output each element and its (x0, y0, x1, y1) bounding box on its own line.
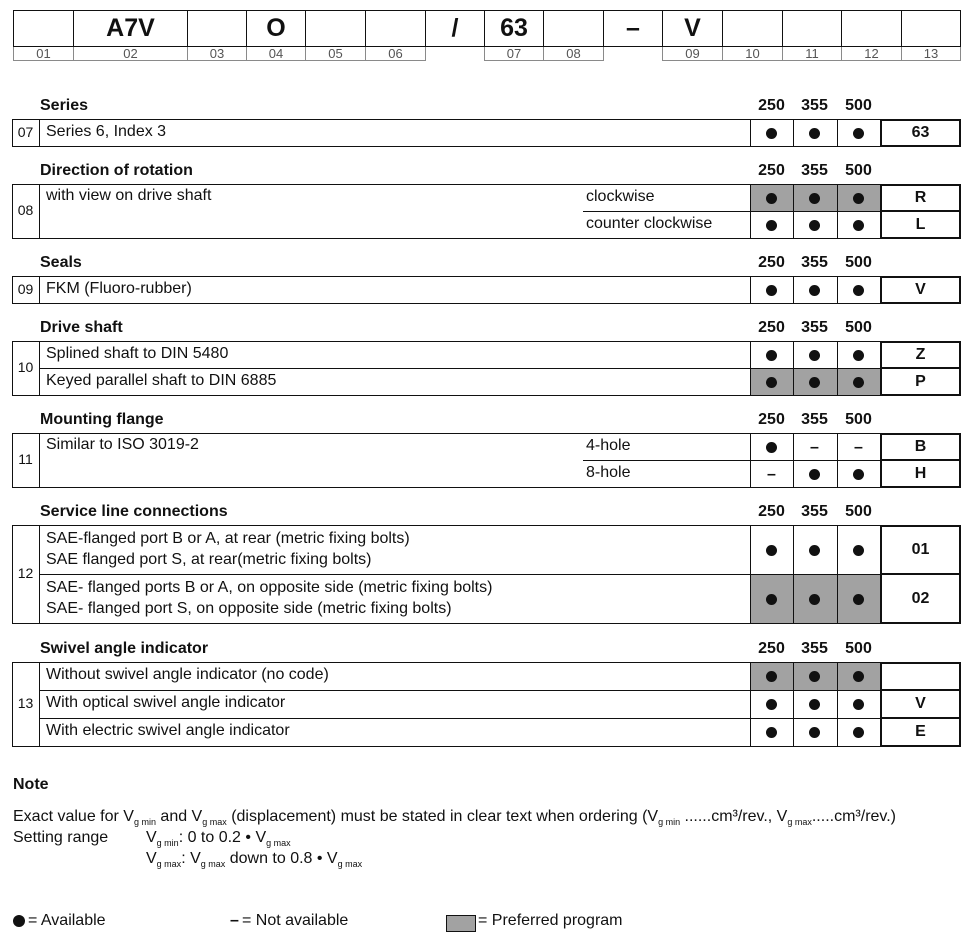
option-description: SAE flanged port S, at rear(metric fixing bolts) (46, 550, 372, 568)
section-title: Direction of rotation (40, 162, 193, 179)
order-code-cell (365, 10, 426, 47)
available-dot-icon (837, 464, 880, 484)
available-dot-icon (837, 722, 880, 742)
note-line (13, 808, 896, 827)
option-description: FKM (Fluoro-rubber) (46, 279, 192, 297)
order-code-cell: / (425, 10, 485, 47)
available-dot-icon (750, 280, 793, 300)
subscript: g min (133, 817, 156, 828)
position-number: 12 (841, 47, 902, 61)
available-dot-icon (750, 345, 793, 365)
available-dot-icon (793, 540, 836, 560)
order-code-box: 63 (880, 119, 961, 147)
available-dot-icon (793, 123, 836, 143)
size-column-header: 500 (845, 254, 872, 271)
dot-icon (853, 469, 864, 480)
order-code-box: 01 (880, 525, 961, 575)
position-number: 03 (187, 47, 247, 61)
size-column-header: 500 (845, 97, 872, 114)
group-description: Similar to ISO 3019-2 (46, 436, 199, 453)
position-number: 07 (484, 47, 544, 61)
subscript: g max (787, 817, 812, 828)
available-dot-icon (793, 215, 836, 235)
not-available-dash-icon (750, 464, 793, 484)
setting-range-label: Setting range (13, 829, 109, 846)
size-column-header: 250 (758, 319, 785, 336)
available-dot-icon (13, 915, 25, 927)
order-code-cell: – (626, 14, 640, 42)
available-dot-icon (750, 215, 793, 235)
size-column-header: 355 (801, 411, 828, 428)
available-dot-icon (837, 372, 880, 392)
order-code-cell (13, 10, 74, 47)
dot-icon (809, 699, 820, 710)
order-code-cell: A7V (73, 10, 188, 47)
row-divider (583, 460, 880, 461)
order-code-cell (782, 10, 842, 47)
section-title: Mounting flange (40, 411, 164, 428)
order-code-cell (901, 10, 961, 47)
available-dot-icon (793, 280, 836, 300)
available-dot-icon (793, 372, 836, 392)
section-title: Service line connections (40, 503, 228, 520)
divider (39, 184, 40, 238)
dot-icon (766, 220, 777, 231)
note-text: .....cm³/rev.) (811, 808, 896, 825)
not-available-dash-icon (837, 437, 880, 457)
divider (39, 433, 40, 487)
divider (39, 662, 40, 746)
order-code-cell: O (246, 10, 306, 47)
section-number: 07 (17, 123, 34, 140)
note-title: Note (13, 776, 49, 793)
legend-preferred: = Preferred program (478, 912, 623, 929)
dot-icon (809, 469, 820, 480)
range-max (146, 850, 362, 869)
note-text: and V (155, 808, 203, 825)
option-description: With electric swivel angle indicator (46, 722, 290, 739)
position-number: 04 (246, 47, 306, 61)
option-description: SAE- flanged ports B or A, on opposite side (metric fixing bolts) (46, 578, 493, 596)
available-dot-icon (750, 372, 793, 392)
dot-icon (766, 594, 777, 605)
note-text: V (146, 850, 157, 867)
row-divider (39, 718, 880, 719)
note-text: down to 0.8 • V (225, 850, 338, 867)
subscript: g max (202, 817, 227, 828)
size-column-header: 250 (758, 411, 785, 428)
order-code-box: V (880, 689, 961, 719)
dot-icon (766, 350, 777, 361)
size-column-header: 355 (801, 319, 828, 336)
option-variant: counter clockwise (586, 214, 713, 232)
note-text: V (146, 829, 157, 846)
section-title: Drive shaft (40, 319, 123, 336)
size-column-header: 250 (758, 162, 785, 179)
section-title: Seals (40, 254, 82, 271)
order-code-box (880, 662, 961, 691)
position-number: 05 (305, 47, 366, 61)
order-code-line (603, 46, 663, 47)
position-number: 01 (13, 47, 74, 61)
note-text: : 0 to 0.2 • V (178, 829, 267, 846)
dot-icon (809, 285, 820, 296)
note-text: Exact value for V (13, 808, 134, 825)
dash-icon: – (767, 465, 776, 483)
dot-icon (766, 727, 777, 738)
size-column-header: 355 (801, 97, 828, 114)
available-dot-icon (837, 123, 880, 143)
size-column-header: 500 (845, 640, 872, 657)
legend-not-available: = Not available (242, 912, 349, 929)
dot-icon (766, 285, 777, 296)
dot-icon (853, 727, 864, 738)
position-number: 08 (543, 47, 604, 61)
available-dot-icon (837, 188, 880, 208)
option-description: SAE- flanged port S, on opposite side (metric fixing bolts) (46, 599, 452, 617)
available-dot-icon (750, 123, 793, 143)
available-dot-icon (793, 188, 836, 208)
size-column-header: 500 (845, 162, 872, 179)
dot-icon (853, 377, 864, 388)
dash-icon: – (854, 438, 863, 456)
available-dot-icon (750, 722, 793, 742)
note-text: (displacement) must be stated in clear text when ordering (V (226, 808, 659, 825)
available-dot-icon (793, 666, 836, 686)
order-code-cell (187, 10, 247, 47)
subscript: g max (200, 859, 226, 870)
available-dot-icon (750, 188, 793, 208)
available-dot-icon (837, 540, 880, 560)
dot-icon (853, 699, 864, 710)
dot-icon (853, 128, 864, 139)
size-column-header: 250 (758, 97, 785, 114)
size-column-header: 500 (845, 319, 872, 336)
dot-icon (766, 128, 777, 139)
dot-icon (766, 193, 777, 204)
section-number: 13 (17, 695, 34, 711)
dot-icon (809, 594, 820, 605)
section-number: 10 (17, 359, 34, 375)
dot-icon (853, 594, 864, 605)
option-description: SAE-flanged port B or A, at rear (metric fixing bolts) (46, 529, 410, 547)
order-code-cell (543, 10, 604, 47)
dot-icon (766, 699, 777, 710)
dot-icon (853, 285, 864, 296)
size-column-header: 250 (758, 640, 785, 657)
available-dot-icon (837, 589, 880, 609)
dot-icon (809, 377, 820, 388)
dot-icon (853, 545, 864, 556)
size-column-header: 500 (845, 411, 872, 428)
group-description: with view on drive shaft (46, 187, 212, 204)
position-number: 09 (662, 47, 723, 61)
dot-icon (853, 220, 864, 231)
subscript: g max (266, 838, 291, 849)
available-dot-icon (837, 666, 880, 686)
dot-icon (853, 671, 864, 682)
dot-icon (809, 220, 820, 231)
divider (39, 276, 40, 303)
size-column-header: 355 (801, 503, 828, 520)
section-number: 08 (17, 202, 34, 218)
option-variant: 4-hole (586, 436, 631, 454)
available-dot-icon (750, 437, 793, 457)
order-code-cell: V (662, 10, 723, 47)
option-description: Without swivel angle indicator (no code) (46, 666, 329, 683)
available-dot-icon (837, 345, 880, 365)
size-column-header: 250 (758, 254, 785, 271)
size-column-header: 355 (801, 254, 828, 271)
preferred-swatch (446, 915, 476, 932)
available-dot-icon (837, 280, 880, 300)
available-dot-icon (793, 589, 836, 609)
order-code-box: Z (880, 341, 961, 369)
row-divider (39, 690, 880, 691)
dot-icon (809, 671, 820, 682)
note-text: : V (181, 850, 201, 867)
order-code-box: P (880, 367, 961, 396)
option-description: Keyed parallel shaft to DIN 6885 (46, 371, 277, 389)
legend-dash-symbol: – (230, 912, 239, 929)
order-code-box: H (880, 459, 961, 488)
dot-icon (853, 193, 864, 204)
not-available-dash-icon (793, 437, 836, 457)
available-dot-icon (837, 215, 880, 235)
position-number: 10 (722, 47, 783, 61)
section-number: 09 (17, 280, 34, 297)
subscript: g min (156, 838, 179, 849)
section-number: 11 (18, 451, 33, 467)
position-number: 02 (73, 47, 188, 61)
dot-icon (809, 193, 820, 204)
order-code-box: R (880, 184, 961, 212)
row-divider (583, 211, 880, 212)
available-dot-icon (750, 666, 793, 686)
note-text: ......cm³/rev., V (680, 808, 788, 825)
divider (39, 119, 40, 146)
order-code-box: E (880, 717, 961, 747)
section-number: 12 (17, 565, 34, 581)
subscript: g min (658, 817, 681, 828)
position-number: 13 (901, 47, 961, 61)
available-dot-icon (750, 694, 793, 714)
option-variant: 8-hole (586, 463, 631, 481)
available-dot-icon (837, 694, 880, 714)
order-code-box: L (880, 210, 961, 239)
order-code-box: 02 (880, 573, 961, 624)
dot-icon (809, 350, 820, 361)
available-dot-icon (750, 589, 793, 609)
range-min (146, 829, 291, 848)
dot-icon (766, 671, 777, 682)
order-code-cell (305, 10, 366, 47)
position-number: 06 (365, 47, 426, 61)
option-description: Series 6, Index 3 (46, 122, 167, 140)
section-title: Swivel angle indicator (40, 640, 209, 657)
section-title: Series (40, 97, 89, 114)
dot-icon (766, 377, 777, 388)
dot-icon (809, 545, 820, 556)
available-dot-icon (793, 694, 836, 714)
row-divider (39, 574, 880, 575)
dash-icon: – (810, 438, 819, 456)
available-dot-icon (793, 464, 836, 484)
size-column-header: 355 (801, 162, 828, 179)
size-column-header: 355 (801, 640, 828, 657)
position-number: 11 (782, 47, 842, 61)
order-code-box: V (880, 276, 961, 304)
size-column-header: 250 (758, 503, 785, 520)
option-variant: clockwise (586, 187, 655, 205)
dot-icon (809, 128, 820, 139)
available-dot-icon (793, 345, 836, 365)
dot-icon (853, 350, 864, 361)
order-code-box: B (880, 433, 961, 461)
order-code-cell (841, 10, 902, 47)
available-dot-icon (750, 540, 793, 560)
available-dot-icon (793, 722, 836, 742)
option-description: With optical swivel angle indicator (46, 694, 286, 711)
row-divider (39, 368, 880, 369)
dot-icon (809, 727, 820, 738)
option-description: Splined shaft to DIN 5480 (46, 344, 229, 362)
order-code-cell (722, 10, 783, 47)
subscript: g max (156, 859, 182, 870)
subscript: g max (337, 859, 363, 870)
dot-icon (766, 442, 777, 453)
size-column-header: 500 (845, 503, 872, 520)
legend-available: = Available (28, 912, 106, 929)
order-code-line (603, 10, 663, 11)
dot-icon (766, 545, 777, 556)
order-code-cell: 63 (484, 10, 544, 47)
